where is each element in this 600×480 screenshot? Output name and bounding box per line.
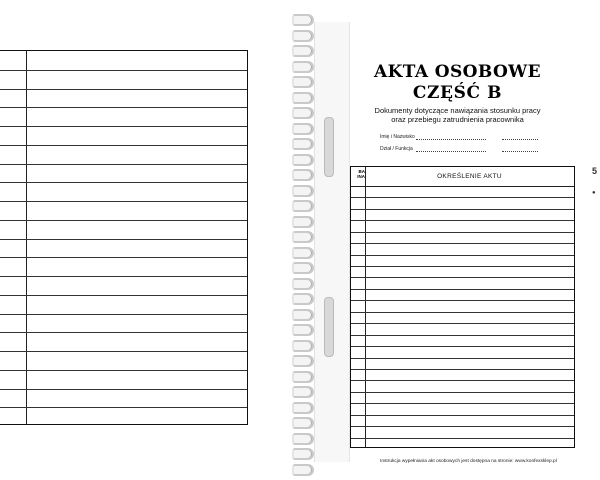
right-table-row-line [351, 312, 574, 313]
right-table-row-line [351, 289, 574, 290]
left-table-row-line [0, 370, 247, 371]
left-table-row-line [0, 145, 247, 146]
name-field-label: Imię i Nazwisko [380, 134, 415, 140]
binding-coil [292, 309, 314, 321]
right-table-row-line [351, 300, 574, 301]
cover-page [350, 22, 600, 462]
left-table-row-line [0, 164, 247, 165]
binding-coil [292, 45, 314, 57]
left-table-row-line [0, 407, 247, 408]
right-table-row-line [351, 426, 574, 427]
binding-coil [292, 92, 314, 104]
left-table-row-line [0, 126, 247, 127]
right-table-row-line [351, 323, 574, 324]
right-table-row-line [351, 197, 574, 198]
right-table-row-line [351, 369, 574, 370]
right-table-header-line [351, 186, 574, 187]
left-page [0, 0, 290, 480]
left-table-row-line [0, 89, 247, 90]
right-table-row-line [351, 220, 574, 221]
right-table-row-line [351, 380, 574, 381]
document-list-table [350, 166, 575, 448]
number-column-header [351, 169, 365, 179]
binding-coil [292, 464, 314, 476]
binding-coil [292, 154, 314, 166]
right-table-row-line [351, 346, 574, 347]
right-table-row-line [351, 209, 574, 210]
binding-coil [292, 169, 314, 181]
left-table-row-line [0, 70, 247, 71]
name-field-line-extra[interactable] [502, 139, 538, 140]
binding-coil [292, 14, 314, 26]
binding-coil [292, 448, 314, 460]
number-column-header-line2: INA [357, 174, 365, 179]
name-field-line[interactable] [416, 139, 486, 140]
binding-coil [292, 231, 314, 243]
left-table-row-line [0, 314, 247, 315]
binding-coil [292, 386, 314, 398]
instructions-footnote: Instrukcja wypełniania akt osobowych jest dostępna na stronie: www.konfexsklep.pl [380, 459, 557, 464]
dept-field-label: Dział / Funkcja [380, 146, 413, 152]
binding-coil [292, 340, 314, 352]
form-subtitle-line1: Dokumenty dotyczące nawiązania stosunku pracy [374, 106, 541, 115]
dept-field-line[interactable] [416, 151, 486, 152]
binding-coil [292, 278, 314, 290]
left-table-row-line [0, 295, 247, 296]
divider-strip [314, 22, 351, 462]
binding-coil [292, 123, 314, 135]
left-table-row-line [0, 332, 247, 333]
left-table-row-line [0, 276, 247, 277]
binding-coil [292, 76, 314, 88]
form-title: AKTA OSOBOWE [373, 62, 542, 82]
left-ledger-table [0, 50, 248, 425]
right-table-row-line [351, 255, 574, 256]
binding-coil [292, 61, 314, 73]
form-part-title: CZĘŚĆ B [412, 83, 503, 103]
right-table-row-line [351, 266, 574, 267]
next-page-edge-mark: 5 [592, 166, 598, 176]
binding-coil [292, 262, 314, 274]
right-table-row-line [351, 415, 574, 416]
binding-coil [292, 216, 314, 228]
binding-coil [292, 355, 314, 367]
left-table-row-line [0, 220, 247, 221]
right-table-row-line [351, 335, 574, 336]
binding-coil [292, 107, 314, 119]
binding-coil [292, 417, 314, 429]
binding-coil [292, 293, 314, 305]
right-table-row-line [351, 358, 574, 359]
left-table-row-line [0, 107, 247, 108]
left-table-row-line [0, 351, 247, 352]
left-table-row-line [0, 239, 247, 240]
left-table-row-line [0, 182, 247, 183]
punch-slot-top [324, 117, 334, 177]
left-table-row-line [0, 201, 247, 202]
number-column-header-line1: BA [358, 169, 365, 174]
punch-slot-bottom [324, 297, 334, 357]
left-table-row-line [0, 257, 247, 258]
binding-coil [292, 402, 314, 414]
right-table-row-line [351, 392, 574, 393]
form-subtitle-line2: oraz przebiegu zatrudnienia pracownika [391, 115, 524, 124]
right-table-row-line [351, 232, 574, 233]
binding-coil [292, 324, 314, 336]
binding-coil [292, 371, 314, 383]
left-table-row-line [0, 389, 247, 390]
binding-coil [292, 138, 314, 150]
binding-coil [292, 247, 314, 259]
right-table-row-line [351, 438, 574, 439]
right-table-row-line [351, 277, 574, 278]
document-column-header: OKREŚLENIE AKTU [437, 173, 502, 180]
right-table-row-line [351, 403, 574, 404]
right-table-row-line [351, 243, 574, 244]
dept-field-line-extra[interactable] [502, 151, 538, 152]
binding-coil [292, 185, 314, 197]
binding-coil [292, 200, 314, 212]
binding-coil [292, 30, 314, 42]
next-page-edge-dot: ● [592, 190, 596, 196]
binding-coil [292, 433, 314, 445]
